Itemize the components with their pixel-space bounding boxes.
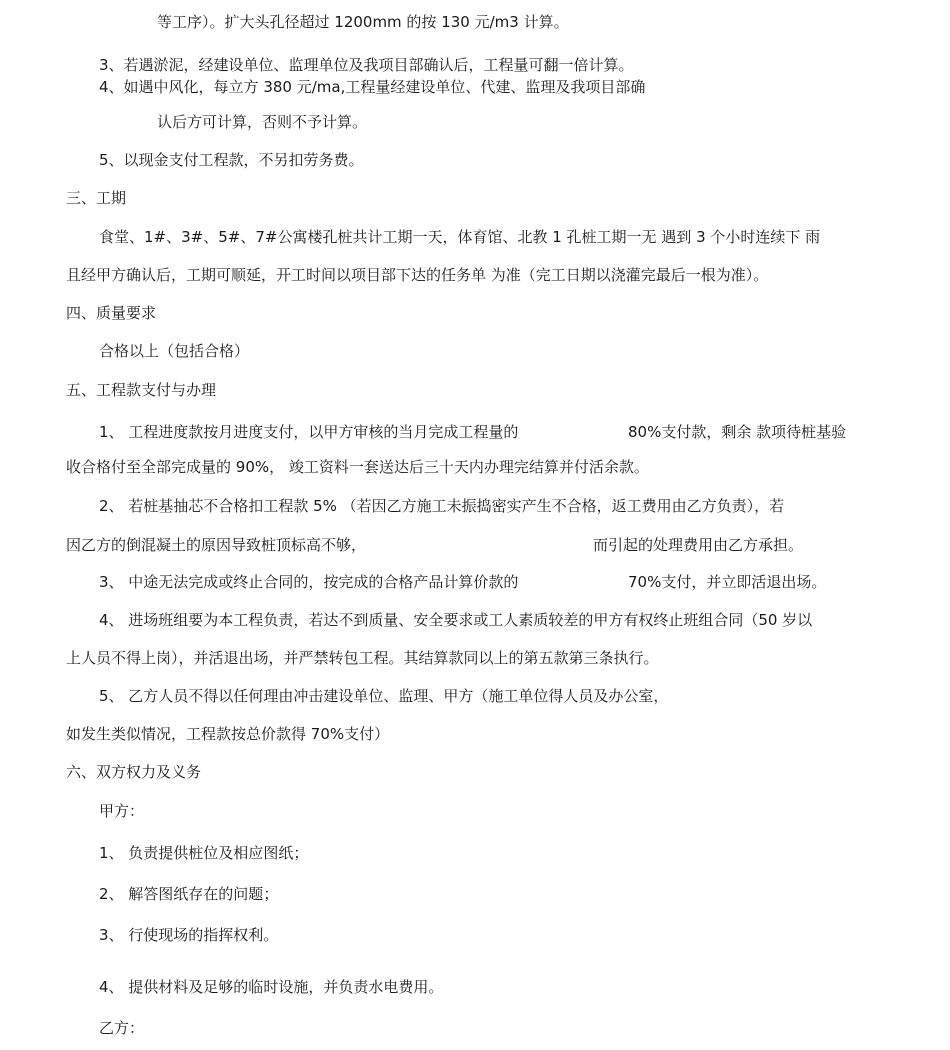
text-line: 等工序）。扩大头孔径超过 1200mm 的按 130 元/m3 计算。 — [157, 13, 569, 31]
section-heading: 三、工期 — [66, 189, 127, 207]
text-line: 食堂、1#、3#、5#、7#公寓楼孔桩共计工期一天，体育馆、北教 1 孔桩工期一无 遇到 3 个小时连续下 雨 — [99, 228, 821, 246]
text-line: 70%支付，并立即活退出场。 — [628, 573, 827, 591]
section-heading: 四、质量要求 — [66, 304, 157, 322]
section-heading: 六、双方权力及义务 — [66, 763, 202, 781]
text-line: 收合格付至全部完成量的 90%， 竣工资料一套送达后三十天内办理完结算并付活余款。 — [66, 458, 649, 476]
text-line: 3、若遇淤泥，经建设单位、监理单位及我项目部确认后，工程量可翻一倍计算。 — [99, 56, 634, 74]
text-line: 乙方： — [99, 1019, 145, 1037]
text-line: 4、如遇中风化，每立方 380 元/ma,工程量经建设单位、代建、监理及我项目部确 — [99, 78, 646, 96]
list-item: 1、 负责提供桩位及相应图纸； — [99, 844, 309, 862]
text-line: 而引起的处理费用由乙方承担。 — [593, 536, 804, 554]
text-line: 因乙方的倒混凝土的原因导致桩顶标高不够， — [66, 536, 367, 554]
text-line: 1、 工程进度款按月进度支付，以甲方审核的当月完成工程量的 — [99, 423, 519, 441]
section-heading: 五、工程款支付与办理 — [66, 381, 217, 399]
list-item: 4、 提供材料及足够的临时设施，并负责水电费用。 — [99, 978, 444, 996]
text-line: 上人员不得上岗），并活退出场，并严禁转包工程。其结算款同以上的第五款第三条执行。 — [66, 649, 659, 667]
text-line: 5、以现金支付工程款，不另扣劳务费。 — [99, 151, 364, 169]
text-line: 4、 进场班组要为本工程负责，若达不到质量、安全要求或工人素质较差的甲方有权终止班组合同（50 岁以 — [99, 611, 813, 629]
text-line: 80%支付款，剩余 款项待桩基验 — [628, 423, 847, 441]
text-line: 且经甲方确认后，工期可顺延，开工时间以项目部下达的任务单 为准（完工日期以浇灌完最后一根为准）。 — [66, 266, 769, 284]
text-line: 2、 若桩基抽芯不合格扣工程款 5% （若因乙方施工未振捣密实产生不合格，返工费用由乙方负责），若 — [99, 497, 785, 515]
text-line: 5、 乙方人员不得以任何理由冲击建设单位、监理、甲方（施工单位得人员及办公室， — [99, 687, 669, 705]
text-line: 认后方可计算，否则不予计算。 — [157, 113, 368, 131]
text-line: 甲方： — [99, 802, 145, 820]
text-line: 3、 中途无法完成或终止合同的，按完成的合格产品计算价款的 — [99, 573, 519, 591]
text-line: 合格以上（包括合格） — [99, 342, 250, 360]
list-item: 3、 行使现场的指挥权利。 — [99, 926, 279, 944]
list-item: 2、 解答图纸存在的问题； — [99, 885, 279, 903]
text-line: 如发生类似情况，工程款按总价款得 70%支付） — [66, 725, 390, 743]
